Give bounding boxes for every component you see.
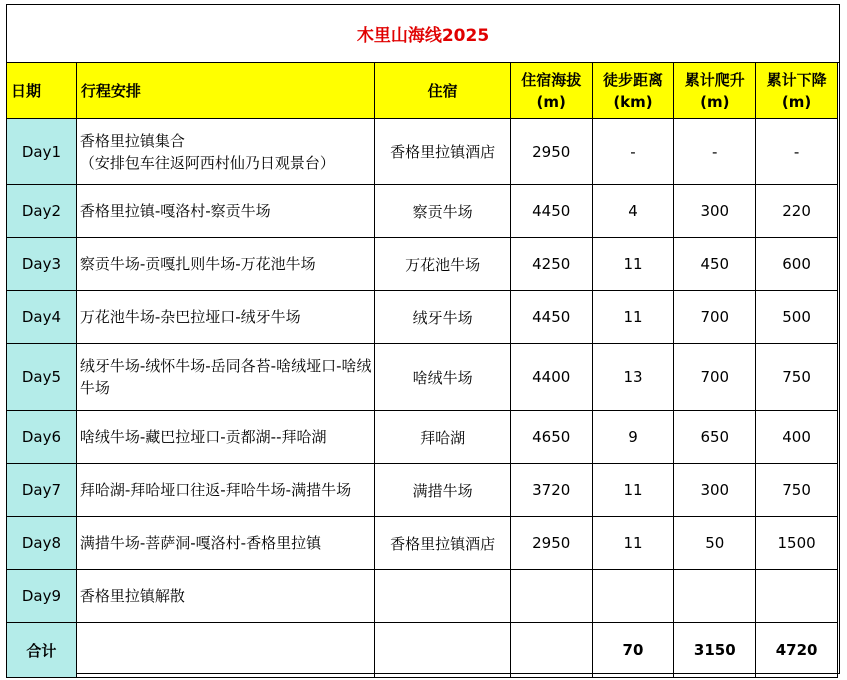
altitude-cell: 4650 bbox=[510, 411, 592, 464]
day-cell: Day8 bbox=[7, 517, 77, 570]
route-cell: 香格里拉镇解散 bbox=[76, 570, 375, 623]
altitude-cell: 2950 bbox=[510, 517, 592, 570]
table-row bbox=[7, 185, 838, 238]
altitude-cell: 4450 bbox=[510, 185, 592, 238]
route-cell: 满措牛场-菩萨洞-嘎洛村-香格里拉镇 bbox=[76, 517, 375, 570]
ascent-cell bbox=[674, 570, 756, 623]
route-text: 香格里拉镇集合 bbox=[79, 131, 185, 150]
header-row bbox=[7, 63, 838, 119]
distance-cell: 9 bbox=[592, 411, 674, 464]
descent-cell: 750 bbox=[756, 464, 838, 517]
table-row bbox=[7, 238, 838, 291]
day-cell: Day6 bbox=[7, 411, 77, 464]
route-cell: 香格里拉镇-嘎洛村-察贡牛场 bbox=[76, 185, 375, 238]
ascent-cell: - bbox=[674, 119, 756, 185]
altitude-cell: 3720 bbox=[510, 464, 592, 517]
lodging-cell: 察贡牛场 bbox=[375, 185, 510, 238]
route-note: （安排包车往返阿西村仙乃日观景台） bbox=[79, 153, 335, 172]
descent-cell: 750 bbox=[756, 344, 838, 411]
distance-cell: 11 bbox=[592, 238, 674, 291]
lodging-cell: 万花池牛场 bbox=[375, 238, 510, 291]
itinerary-table bbox=[6, 62, 838, 678]
ascent-cell: 650 bbox=[674, 411, 756, 464]
lodging-cell: 香格里拉镇酒店 bbox=[375, 517, 510, 570]
altitude-cell bbox=[510, 570, 592, 623]
route-cell: 万花池牛场-杂巴拉垭口-绒牙牛场 bbox=[76, 291, 375, 344]
route-cell bbox=[76, 119, 375, 185]
distance-cell: 11 bbox=[592, 291, 674, 344]
day-cell: Day1 bbox=[7, 119, 77, 185]
day-cell: Day3 bbox=[7, 238, 77, 291]
total-label: 合计 bbox=[7, 623, 77, 678]
header-distance: 徒步距离(km) bbox=[592, 63, 674, 119]
distance-cell bbox=[592, 570, 674, 623]
table-row bbox=[7, 517, 838, 570]
lodging-cell: 满措牛场 bbox=[375, 464, 510, 517]
day-cell: Day2 bbox=[7, 185, 77, 238]
descent-cell: - bbox=[756, 119, 838, 185]
lodging-cell: 拜哈湖 bbox=[375, 411, 510, 464]
distance-cell: 13 bbox=[592, 344, 674, 411]
table-row bbox=[7, 344, 838, 411]
itinerary-sheet bbox=[6, 4, 840, 674]
table-row bbox=[7, 411, 838, 464]
distance-cell: 11 bbox=[592, 464, 674, 517]
header-ascent: 累计爬升(m) bbox=[674, 63, 756, 119]
altitude-cell: 2950 bbox=[510, 119, 592, 185]
altitude-cell: 4450 bbox=[510, 291, 592, 344]
header-descent: 累计下降(m) bbox=[756, 63, 838, 119]
descent-cell: 1500 bbox=[756, 517, 838, 570]
altitude-cell: 4250 bbox=[510, 238, 592, 291]
total-route-cell bbox=[76, 623, 375, 678]
descent-cell: 600 bbox=[756, 238, 838, 291]
route-cell: 拜哈湖-拜哈垭口往返-拜哈牛场-满措牛场 bbox=[76, 464, 375, 517]
distance-cell: 11 bbox=[592, 517, 674, 570]
total-descent: 4720 bbox=[756, 623, 838, 678]
descent-cell bbox=[756, 570, 838, 623]
total-lodging-cell bbox=[375, 623, 510, 678]
day-cell: Day9 bbox=[7, 570, 77, 623]
day-cell: Day7 bbox=[7, 464, 77, 517]
day-cell: Day5 bbox=[7, 344, 77, 411]
lodging-cell: 香格里拉镇酒店 bbox=[375, 119, 510, 185]
day-cell: Day4 bbox=[7, 291, 77, 344]
route-cell: 察贡牛场-贡嘎扎则牛场-万花池牛场 bbox=[76, 238, 375, 291]
distance-cell: - bbox=[592, 119, 674, 185]
ascent-cell: 450 bbox=[674, 238, 756, 291]
ascent-cell: 700 bbox=[674, 344, 756, 411]
lodging-cell: 绒牙牛场 bbox=[375, 291, 510, 344]
header-day: 日期 bbox=[7, 63, 77, 119]
total-altitude-cell bbox=[510, 623, 592, 678]
table-row bbox=[7, 570, 838, 623]
ascent-cell: 300 bbox=[674, 464, 756, 517]
ascent-cell: 700 bbox=[674, 291, 756, 344]
distance-cell: 4 bbox=[592, 185, 674, 238]
table-row bbox=[7, 464, 838, 517]
descent-cell: 500 bbox=[756, 291, 838, 344]
route-cell: 啥绒牛场-藏巴拉垭口-贡都湖--拜哈湖 bbox=[76, 411, 375, 464]
lodging-cell: 啥绒牛场 bbox=[375, 344, 510, 411]
route-cell: 绒牙牛场-绒怀牛场-岳同各苔-啥绒垭口-啥绒牛场 bbox=[76, 344, 375, 411]
total-distance: 70 bbox=[592, 623, 674, 678]
descent-cell: 400 bbox=[756, 411, 838, 464]
descent-cell: 220 bbox=[756, 185, 838, 238]
lodging-cell bbox=[375, 570, 510, 623]
table-row bbox=[7, 119, 838, 185]
table-row bbox=[7, 291, 838, 344]
header-altitude: 住宿海拔(m) bbox=[510, 63, 592, 119]
header-lodging: 住宿 bbox=[375, 63, 510, 119]
total-row bbox=[7, 623, 838, 678]
total-ascent: 3150 bbox=[674, 623, 756, 678]
ascent-cell: 300 bbox=[674, 185, 756, 238]
sheet-title: 木里山海线2025 bbox=[7, 5, 839, 63]
ascent-cell: 50 bbox=[674, 517, 756, 570]
altitude-cell: 4400 bbox=[510, 344, 592, 411]
header-route: 行程安排 bbox=[76, 63, 375, 119]
